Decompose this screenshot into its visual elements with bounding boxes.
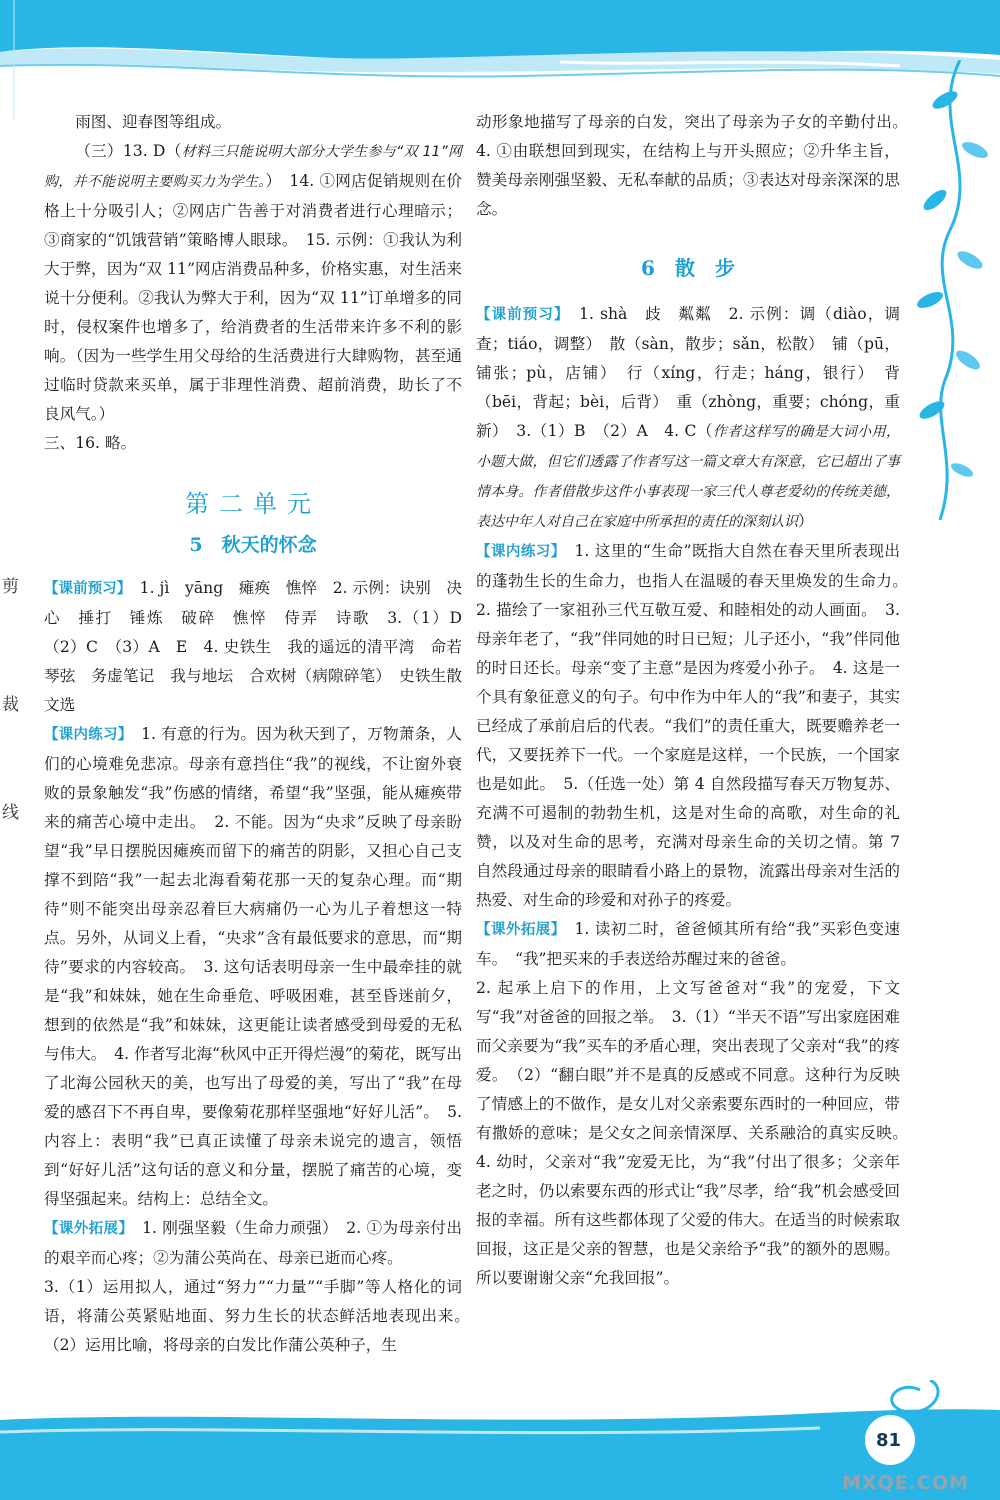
- watermark: MXQE.COM: [842, 1472, 969, 1494]
- page-number: 81: [876, 1430, 902, 1451]
- lesson5-extension: [44, 1214, 462, 1273]
- section-tag-preview: 【课前预习】: [44, 581, 125, 597]
- cut-mark-3: 线: [2, 803, 19, 823]
- lesson6-extension: [476, 915, 900, 974]
- cut-mark-1: 剪: [2, 577, 19, 597]
- right-paragraph-1: 动形象地描写了母亲的白发，突出了母亲为子女的辛勤付出。 4. ①由联想回到现实，在结构上与开头照应；②升华主旨，赞美母亲刚强坚毅、无私奉献的品质；③表达对母亲深深的思念。: [476, 113, 916, 218]
- answer-14-15: ） 14. ①网店促销规则在价格上十分吸引人；②网店广告善于对消费者进行心理暗示；③商家的“饥饿营销”策略博人眼球。 15. 示例：①我认为利大于弊，因为“双 11”网店消费品种多，价格实惠，对生活来说十分便利。②我认为弊大于利，因为“双 11”订单增多的同时，侵权案件也增多了，给消费者的生活带来许多不利的影响。（因为一些学生用父母给的生活费进行大肆购物，甚至通过临时贷款来买单，属于非理性消费、超前消费，助长了不良风气。）: [44, 172, 462, 423]
- section-tag-extension: 【课外拓展】: [476, 922, 559, 938]
- lesson-title-5: 5 秋天的怀念: [189, 534, 317, 556]
- lesson6-extension-text: 1. 读初二时，爸爸倾其所有给“我”买彩色变速车。 “我”把买来的手表送给苏醒过来的爸爸。: [476, 920, 901, 968]
- lesson5-extension-2: 3.（1）运用拟人，通过“努力”“力量”“手脚”等人格化的词语，将蒲公英紧贴地面、努力生长的状态鲜活地表现出来。 （2）运用比喻，将母亲的白发比作蒲公英种子，生: [44, 1278, 478, 1354]
- lesson6-preview-end: ）: [798, 512, 814, 530]
- lesson6-preview-note: 作者这样写的确是大词小用，小题大做，但它们透露了作者写这一篇文章大有深意，它已超出了事情本身。作者借散步这件小事表现一家三代人尊老爱幼的传统美德，表达中年人对自己在家庭中所承担的责任的深刻认识: [476, 424, 901, 530]
- section-tag-practice: 【课内练习】: [44, 727, 126, 743]
- left-column: [44, 108, 478, 1360]
- lesson6-practice-text: 1. 这里的“生命”既指大自然在春天里所表现出的蓬勃生长的生命力，也指人在温暖的春天里焕发的生命力。 2. 描绘了一家祖孙三代互敬互爱、和睦相处的动人画面。 3. 母亲年老了，“我”伴同她的时日已短；儿子还小，“我”伴同他的时日还长。母亲“变了主意”是因为疼爱小孙子。 4. 这是一个具有象征意义的句子。句中作为中年人的“我”和妻子，其实已经成了承前启后的代表。“我们”的责任重大，既要赡养老一代，又要抚养下一代。一个家庭是这样，一个民族，一个国家也是如此。 5.（任选一处）第 4 自然段描写春天万物复苏、充满不可遏制的勃勃生机，这是对生命的高歌，对生命的礼赞，以及对生命的思考，充满对母亲生命的关切之情。第 7 自然段通过母亲的眼睛看小路上的景物，流露出母亲对生活的热爱、对生命的珍爱和对孙子的疼爱。: [476, 542, 916, 909]
- cut-mark-2: 裁: [2, 695, 19, 715]
- right-column: [476, 108, 916, 1293]
- unit-title: 第二单元: [185, 490, 321, 518]
- lesson-title-6: 6 散 步: [641, 256, 735, 280]
- section-tag-extension: 【课外拓展】: [44, 1221, 127, 1237]
- lesson5-extension-text: 1. 刚强坚毅（生命力顽强） 2. ①为母亲付出的艰辛而心疼；②为蒲公英尚在、母亲已逝而心疼。: [44, 1219, 463, 1267]
- lesson5-practice-text: 1. 有意的行为。因为秋天到了，万物萧条，人们的心境难免悲凉。母亲有意挡住“我”的视线，不让窗外衰败的景象触发“我”伤感的情绪，希望“我”坚强，能从瘫痪带来的痛苦心境中走出。 2. 不能。因为“央求”反映了母亲盼望“我”早日摆脱因瘫痪而留下的痛苦的阴影，又担心自己支撑不到陪“我”一起去北海看菊花那一天的复杂心理。而“期待”则不能突出母亲忍着巨大病痛仍一心为儿子着想这一特点。另外，从词义上看，“央求”含有最低要求的意思，而“期待”要求的内容较高。 3. 这句话表明母亲一生中最牵挂的就是“我”和妹妹，她在生命垂危、呼吸困难，甚至昏迷前夕，想到的依然是“我”和妹妹，这更能让读者感受到母爱的无私与伟大。 4. 作者写北海“秋风中正开得烂漫”的菊花，既写出了北海公园秋天的美，也写出了母爱的美，写出了“我”在母爱的感召下不再自卑，要像菊花那样坚强地“好好儿活”。 5. 内容上：表明“我”已真正读懂了母亲未说完的遗言，领悟到“好好儿活”这句话的意义和分量，摆脱了痛苦的心境，变得坚强起来。结构上：总结全文。: [44, 725, 462, 1208]
- lesson5-practice: [44, 720, 462, 1214]
- lesson6-extension-2: 2. 起承上启下的作用，上文写爸爸对“我”的宠爱，下文写“我”对爸爸的回报之举。 3.（1）“半天不语”写出家庭困难而父亲要为“我”买车的矛盾心理，突出表现了父亲对“我”的疼爱。 （2）“翻白眼”并不是真的反感或不同意。这种行为反映了情感上的不做作，是女儿对父亲索要东西时的一种回应，带有撒娇的意味；是父女之间亲情深厚、关系融洽的真实反映。 4. 幼时，父亲对“我”宠爱无比，为“我”付出了很多；父亲年老之时，仍以索要东西的形式让“我”尽孝，给“我”机会感受回报的幸福。所有这些都体现了父爱的伟大。在适当的时候索取回报，这正是父亲的智慧，也是父亲给予“我”的额外的恩赐。所以要谢谢父亲“允我回报”。: [476, 979, 916, 1287]
- top-decorative-band: [0, 0, 1000, 120]
- answer-13-prefix: （三）13. D（: [75, 142, 182, 160]
- lesson5-preview: [44, 574, 478, 720]
- left-paragraph-1: 雨图、迎春图等组成。: [75, 113, 232, 131]
- lesson6-preview: [476, 300, 900, 537]
- section-tag-preview: 【课前预习】: [476, 307, 563, 323]
- lesson6-preview-text: 1. shà 歧 粼粼 2. 示例：调（diào，调查；tiáo，调整） 散（sàn，散步；sǎn，松散） 铺（pū，铺张；pù，店铺） 行（xíng，行走；háng，银行） 背（bēi，背起；bèi，后背） 重（zhòng，重要；chóng，重新） 3.（1）B （2）A 4. C（: [476, 305, 900, 440]
- section-tag-practice: 【课内练习】: [476, 544, 559, 560]
- left-paragraph-3: 三、16. 略。: [44, 434, 137, 452]
- answer-13-note: 材料三只能说明大部分大学生参与“双 11”网购，并不能说明主要购买力为学生。: [44, 144, 462, 190]
- left-paragraph-2: [44, 137, 462, 429]
- lesson5-preview-text: 1. jì yāng 瘫痪 憔悴 2. 示例：诀别 决心 捶打 锤炼 破碎 憔悴 侍弄 诗歌 3.（1）D （2）C （3）A E 4. 史铁生 我的遥远的清平湾 命若琴弦 务虚笔记 我与地坛 合欢树（病隙碎笔） 史铁生散文选: [44, 579, 478, 714]
- lesson6-practice: [476, 537, 916, 915]
